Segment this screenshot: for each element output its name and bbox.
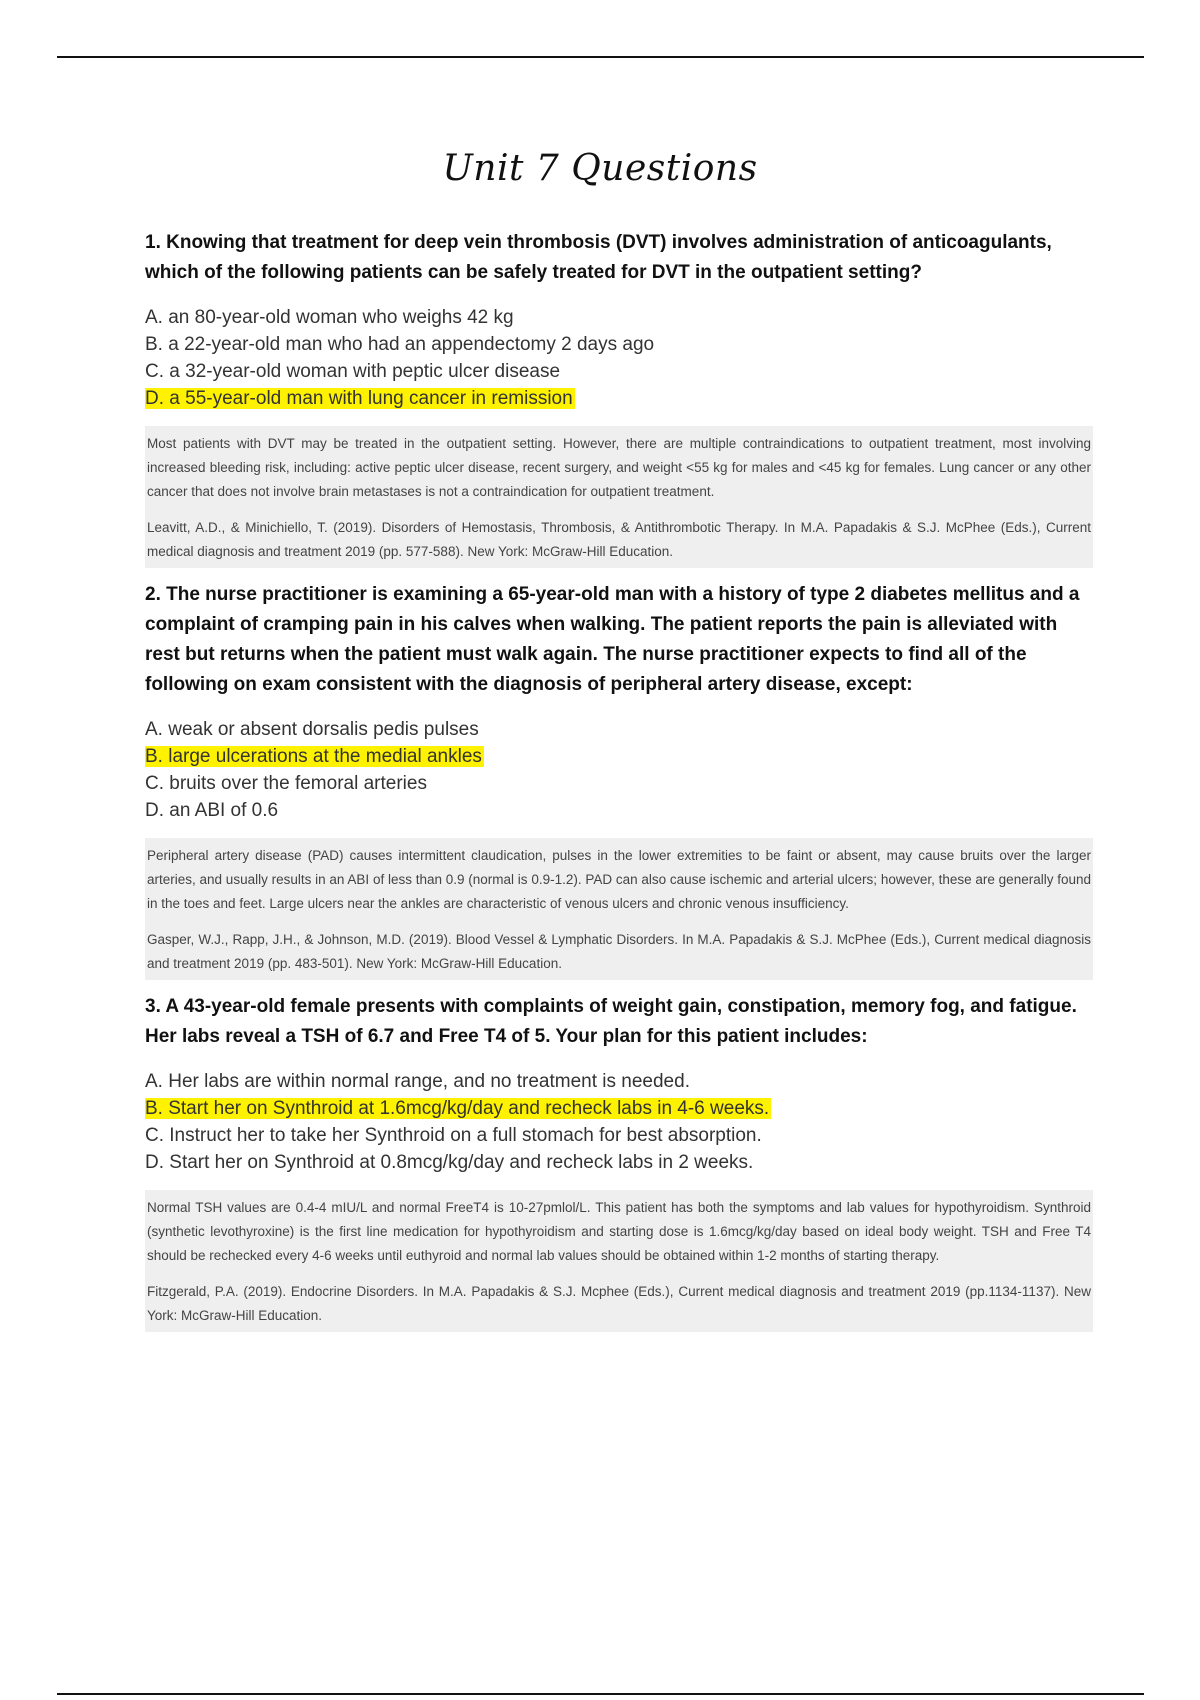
question-text: 1. Knowing that treatment for deep vein thrombosis (DVT) involves administration of anticoagulants, which of the following patients can be safely treated for DVT in the outpatient setting? (145, 232, 1052, 283)
explanation-text: Normal TSH values are 0.4-4 mIU/L and normal FreeT4 is 10-27pmlol/L. This patient has both the symptoms and lab values for hypothyroidism. Synthroid (synthetic levothyroxine) is the first line medication for hypothyroidism and starting dose is 1.6mcg/kg/day based on ideal body weight. TSH and Free T4 should be rechecked every 4-6 weeks until euthyroid and normal lab values should be obtained within 1-2 months of starting therapy. (147, 1200, 1091, 1263)
answer-options (145, 1068, 1093, 1176)
option-b-correct (145, 743, 1093, 770)
option-a: A. Her labs are within normal range, and no treatment is needed. (145, 1071, 690, 1092)
option-d-correct (145, 385, 1093, 412)
option-d: D. an ABI of 0.6 (145, 800, 279, 821)
question-3 (145, 992, 1093, 1332)
option-a: A. an 80-year-old woman who weighs 42 kg (145, 307, 514, 328)
reference-citation: Fitzgerald, P.A. (2019). Endocrine Disorders. In M.A. Papadakis & S.J. Mcphee (Eds.), Current medical diagnosis and treatment 2019 (pp.1134-1137). New York: McGraw-Hill Education. (147, 1284, 1091, 1323)
option-a: A. weak or absent dorsalis pedis pulses (145, 719, 479, 740)
option-b-correct (145, 1095, 1093, 1122)
highlighted-answer: B. Start her on Synthroid at 1.6mcg/kg/day and recheck labs in 4-6 weeks. (145, 1098, 770, 1119)
explanation-box (145, 838, 1093, 980)
answer-options (145, 304, 1093, 412)
reference-citation: Gasper, W.J., Rapp, J.H., & Johnson, M.D. (2019). Blood Vessel & Lymphatic Disorders. In M.A. Papadakis & S.J. McPhee (Eds.), Current medical diagnosis and treatment 2019 (pp. 483-501). New York: McGraw-Hill Education. (147, 932, 1091, 971)
explanation-text: Peripheral artery disease (PAD) causes intermittent claudication, pulses in the lower extremities to be faint or absent, may cause bruits over the larger arteries, and usually results in an ABI of less than 0.9 (normal is 0.9-1.2). PAD can also cause ischemic and arterial ulcers; however, these are generally found in the toes and feet. Large ulcers near the ankles are characteristic of venous ulcers and chronic venous insufficiency. (147, 848, 1091, 911)
question-text: 2. The nurse practitioner is examining a 65-year-old man with a history of type 2 diabetes mellitus and a complaint of cramping pain in his calves when walking. The patient reports the pain is alleviated with rest but returns when the patient must walk again. The nurse practitioner expects to find all of the following on exam consistent with the diagnosis of peripheral artery disease, except: (145, 584, 1080, 695)
questions-container (145, 228, 1093, 1344)
answer-options (145, 716, 1093, 824)
page-title: Unit 7 Questions (442, 148, 758, 189)
option-c: C. bruits over the femoral arteries (145, 773, 427, 794)
option-c: C. Instruct her to take her Synthroid on a full stomach for best absorption. (145, 1125, 762, 1146)
option-b: B. a 22-year-old man who had an appendectomy 2 days ago (145, 334, 655, 355)
explanation-box (145, 426, 1093, 568)
question-2 (145, 580, 1093, 980)
question-text: 3. A 43-year-old female presents with complaints of weight gain, constipation, memory fog, and fatigue. Her labs reveal a TSH of 6.7 and Free T4 of 5. Your plan for this patient includes: (145, 996, 1077, 1047)
option-d: D. Start her on Synthroid at 0.8mcg/kg/day and recheck labs in 2 weeks. (145, 1152, 754, 1173)
top-rule (57, 56, 1144, 58)
bottom-rule (57, 1693, 1144, 1695)
question-1 (145, 228, 1093, 568)
explanation-text: Most patients with DVT may be treated in the outpatient setting. However, there are multiple contraindications to outpatient treatment, most involving increased bleeding risk, including: active peptic ulcer disease, recent surgery, and weight <55 kg for males and <45 kg for females. Lung cancer or any other cancer that does not involve brain metastases is not a contraindication for outpatient treatment. (147, 436, 1091, 499)
highlighted-answer: D. a 55-year-old man with lung cancer in remission (145, 388, 573, 409)
option-c: C. a 32-year-old woman with peptic ulcer disease (145, 361, 561, 382)
reference-citation: Leavitt, A.D., & Minichiello, T. (2019). Disorders of Hemostasis, Thrombosis, & Antithrombotic Therapy. In M.A. Papadakis & S.J. McPhee (Eds.), Current medical diagnosis and treatment 2019 (pp. 577-588). New York: McGraw-Hill Education. (147, 520, 1091, 559)
highlighted-answer: B. large ulcerations at the medial ankles (145, 746, 482, 767)
explanation-box (145, 1190, 1093, 1332)
